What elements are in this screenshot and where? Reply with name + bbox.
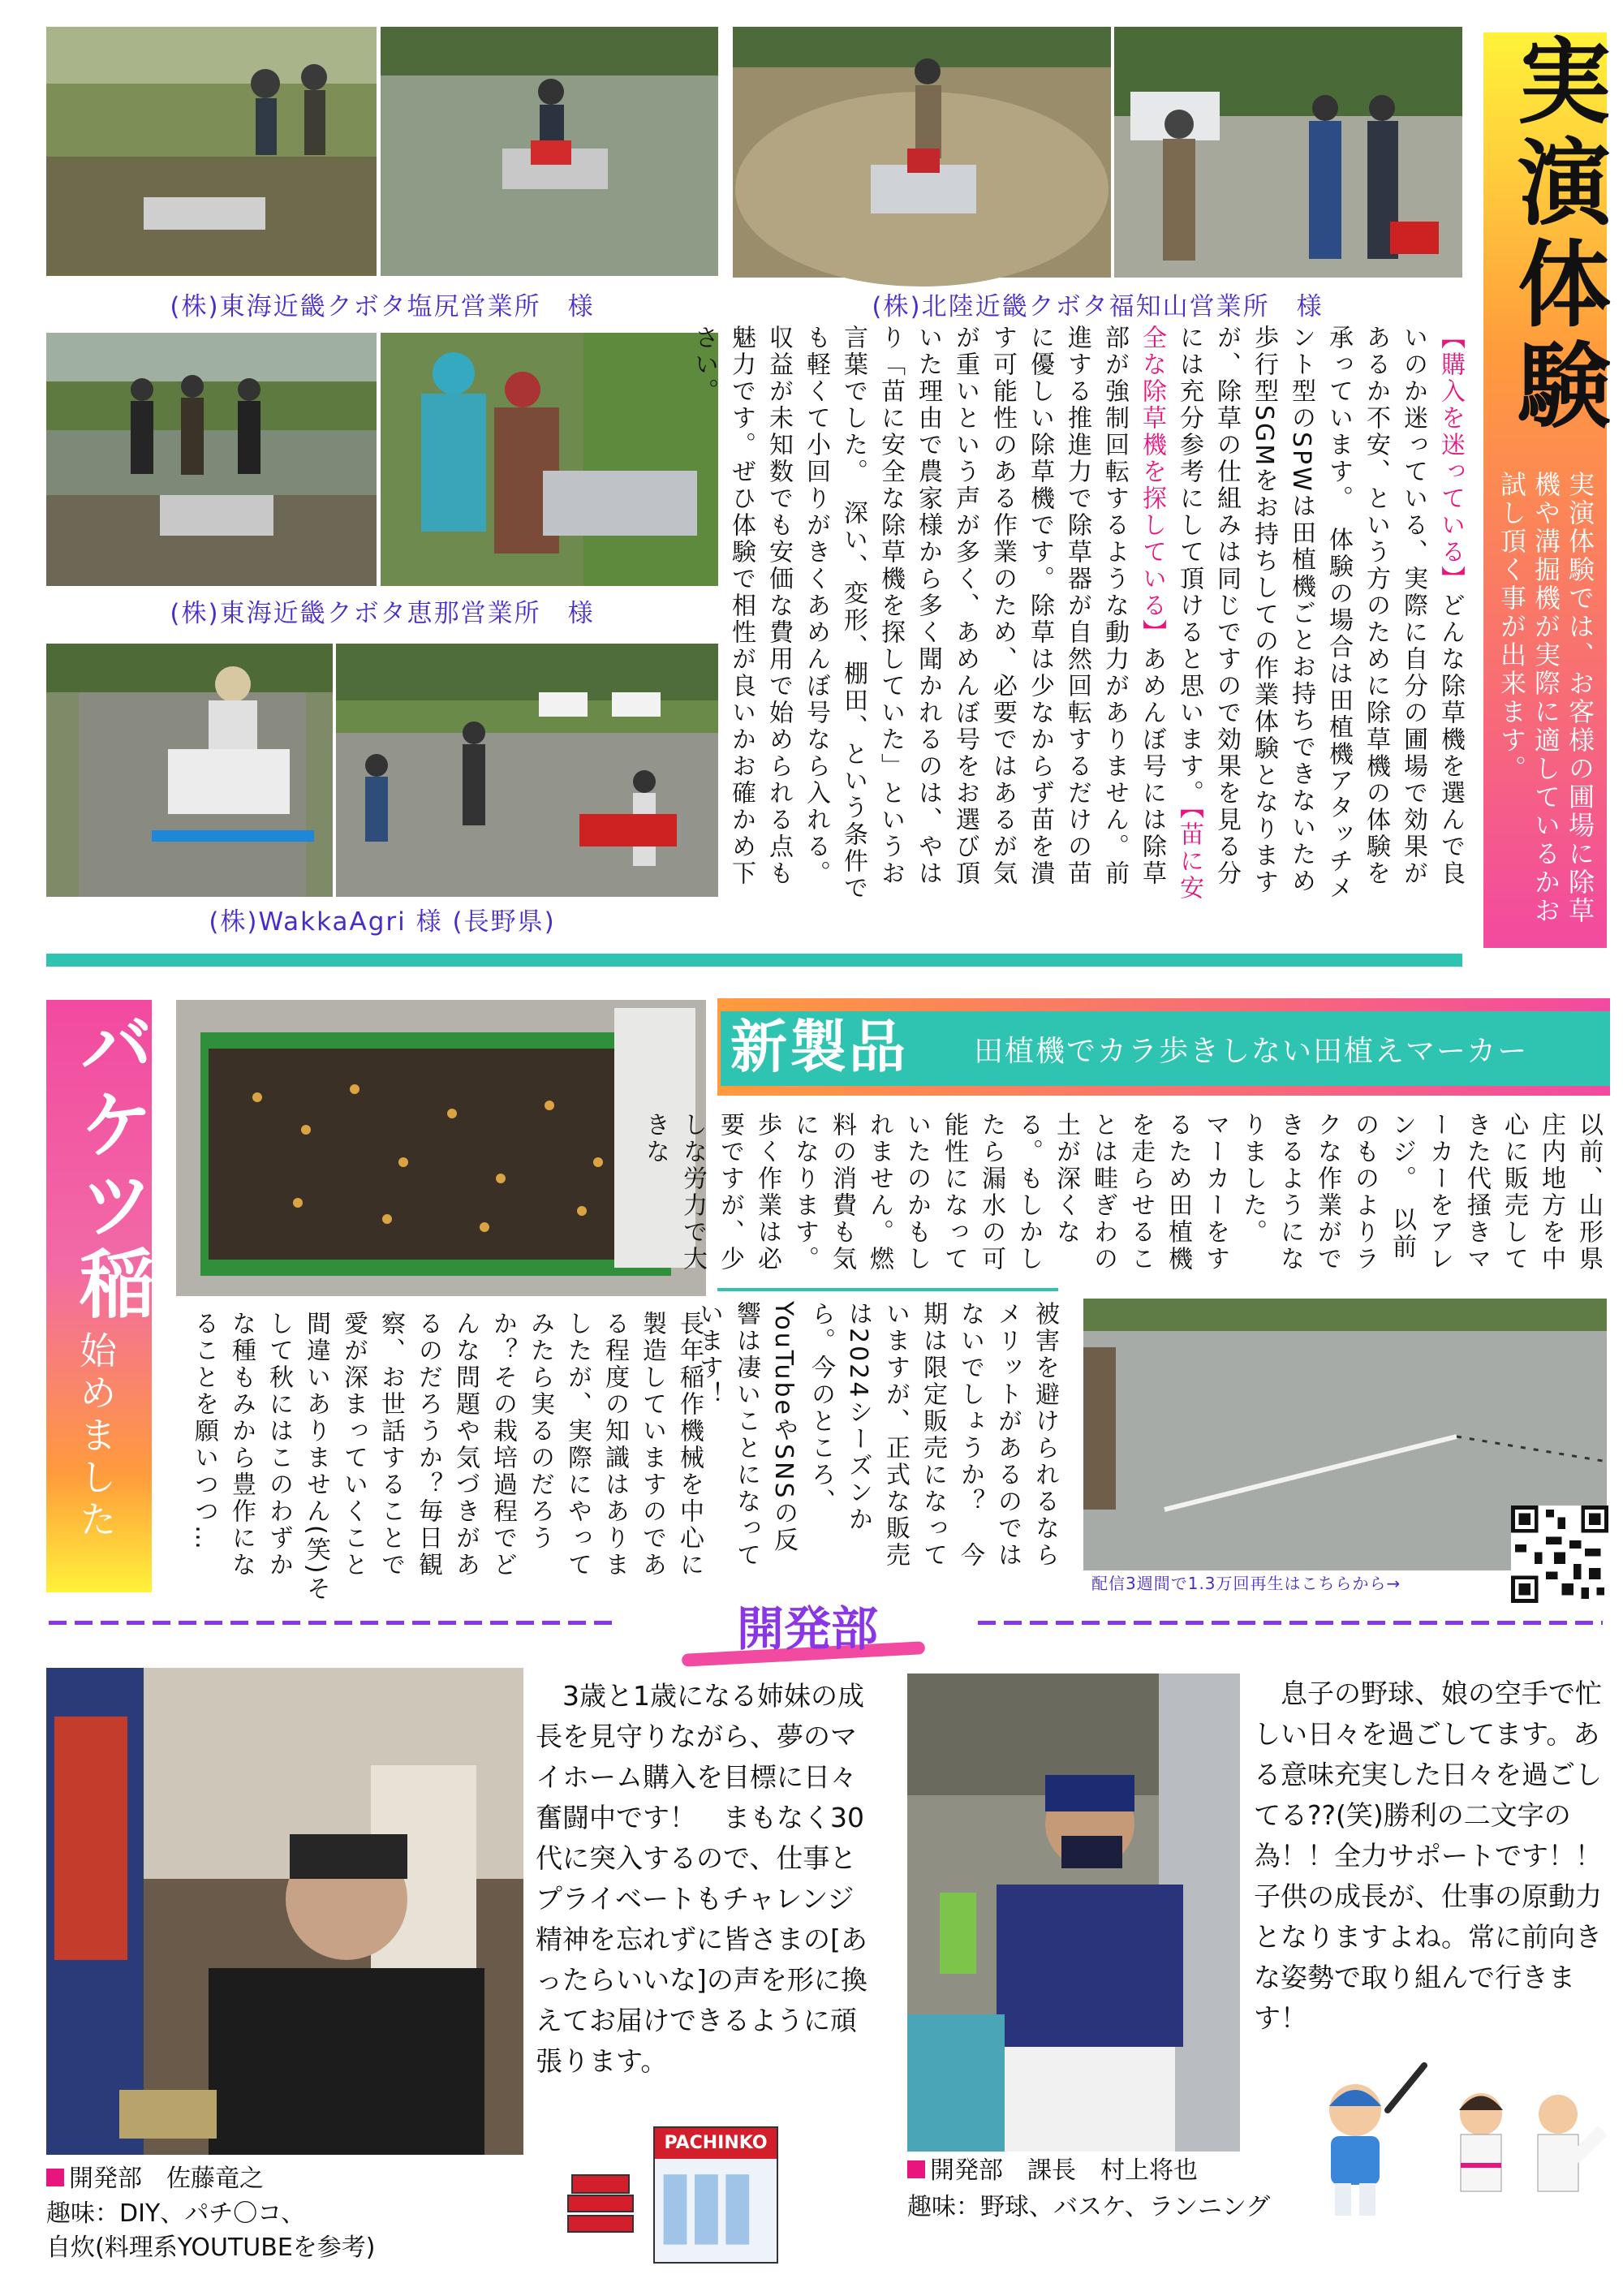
photo-fukuchiyama-2 [1114, 27, 1462, 278]
new-product-body-2: 被害を避けられるならメリットがあるのではないでしょうか？ 今期は限定販売になっていますが、正式な販売は2024シーズンから。今のところ、YouTubeやSNSの反響は凄いことになっています！ [695, 1301, 1059, 1569]
murakami-name [907, 2155, 1198, 2187]
murakami-name-text: 開発部 課長 村上将也 [930, 2156, 1198, 2185]
photo-wakka-2 [336, 644, 718, 897]
photo-murakami [907, 1674, 1240, 2152]
photo-wakka-1 [46, 644, 333, 897]
body-text-1: どんな除草機を選んで良いのか迷っている、実際に自分の圃場で効果があるか不安、という方のために除草機の体験を承っています。 体験の場合は田植機アタッチメント型のSPWは田植機ごとお持ちできないため歩行型SGMをお持ちしての作業体験となりますが、除草の仕組みは同じですので効果を見る分には充分参考にして頂けると思います。 [1175, 325, 1465, 902]
bucket-title: バケツ稲 [67, 1006, 154, 1325]
photo-sato [46, 1668, 523, 2155]
sato-name [46, 2163, 264, 2195]
jitsuen-body [690, 325, 1469, 909]
photo-fukuchiyama-1 [733, 27, 1111, 278]
body-highlight-buying: 【購入を迷っている】 [1436, 325, 1465, 592]
pachinko-sign: PACHINKO [655, 2128, 777, 2159]
new-product-body-1: 以前、山形県庄内地方を中心に販売してきた代掻きマーカーをアレンジ。 以前のものよりラクな作業ができるようになりました。 マーカーをするため田植機を走らせることは畦ぎわの土が深くなる。もしかしたら漏水の可能性になっていたのかもしれません。燃料の消費も気になります。歩く作業は必要ですが、少しな労力で大きな [641, 1112, 1603, 1273]
caption-fukuchiyama: (株)北陸近畿クボタ福知山営業所 様 [872, 292, 1324, 321]
sato-intro: 3歳と1歳になる姉妹の成長を見守りながら、夢のマイホーム購入を目標に日々奮闘中です！ まもなく30代に突入するので、仕事とプライベートもチャレンジ精神を忘れずに皆さまの[あったらいいな]の声を形に換えてお届けできるように頑張ります。 [536, 1680, 867, 2077]
murakami-intro: 息子の野球、娘の空手で忙しい日々を過ごしてます。ある意味充実した日々を過ごしてる??(笑)勝利の二文字の為！！全力サポートです！！子供の成長が、仕事の原動力となりますよね。常に前向きな姿勢で取り組んで行きます！ [1254, 1678, 1602, 2034]
new-product-underline [717, 1288, 1058, 1291]
photo-ena-1 [46, 333, 377, 586]
murakami-hobby: 趣味：野球、バスケ、ランニング [907, 2193, 1271, 2221]
new-product-headline: 田植機でカラ歩きしない田植えマーカー [974, 1035, 1529, 1068]
caption-wakka: (株)WakkaAgri 様 (長野県) [209, 907, 556, 937]
jitsuen-subtitle: 実演体験では、お客様の圃場に除草機や溝掘機が実際に適しているかお試し頂く事が出来ます。 [1496, 471, 1595, 925]
dev-section-title: 開発部 [736, 1601, 878, 1656]
photo-bucket-seedlings [176, 1000, 706, 1296]
caption-ena: (株)東海近畿クボタ恵那営業所 様 [170, 599, 595, 628]
pachinko-store-icon [653, 2126, 778, 2264]
section-divider [46, 954, 1462, 967]
jitsuen-title: 実演体験 [1501, 32, 1610, 438]
photo-shiojiri-1 [46, 27, 377, 276]
qr-note: 配信3週間で1.3万回再生はこちらから→ [1091, 1574, 1401, 1593]
photo-ena-2 [381, 333, 718, 586]
sato-hobby-2: 自炊(料理系YOUTUBEを参考) [46, 2234, 376, 2262]
body-highlight-safe: 【苗に安全な除草機を探している】 [1138, 325, 1203, 902]
sato-name-text: 開発部 佐藤竜之 [69, 2165, 264, 2193]
caption-shiojiri: (株)東海近畿クボタ塩尻営業所 様 [170, 292, 595, 321]
dev-dash-left [49, 1621, 617, 1625]
dev-dash-right [978, 1621, 1603, 1625]
bucket-subtitle: 始めました [74, 1331, 118, 1542]
baseball-player-icon [1298, 2061, 1432, 2224]
photo-shiojiri-2 [381, 27, 718, 276]
sato-hobby-1: 趣味：DIY、パチ〇コ、 [46, 2199, 306, 2228]
qr-code[interactable] [1511, 1506, 1608, 1603]
new-product-badge: 新製品 [730, 1014, 908, 1080]
bucket-body: 長年稲作機械を中心に製造していますのである程度の知識はありましたが、実際にやってみたら実るのだろうか？その栽培過程でどんな問題や気づきがあるのだろうか？毎日観察、お世話することで愛が深まっていくこと間違いありません(笑)そして秋にはこのわずかな種もみから豊作になることを願いつつ… [190, 1311, 704, 1603]
food-box-icon [560, 2159, 649, 2248]
body-text-2: あめんぼ号には除草部が強制回転するような動力がありません。前進する推進力で除草器が自然回転するだけの苗に優しい除草機です。除草は少なからず苗を潰す可能性のある作業のため、必要ではあるが気が重いという声が多く、あめんぼ号をお選び頂いた理由で農家様から多く聞かれるのは、やはり「苗に安全な除草機を探していた」というお言葉でした。 深い、変形、棚田、という条件でも軽くて小回りがきくあめんぼ号なら入れる。収益が未知数でも安価な費用で始められる点も魅力です。ぜひ体験で相性が良いかお確かめ下さい。 [690, 325, 1166, 902]
karate-icon [1436, 2078, 1607, 2224]
